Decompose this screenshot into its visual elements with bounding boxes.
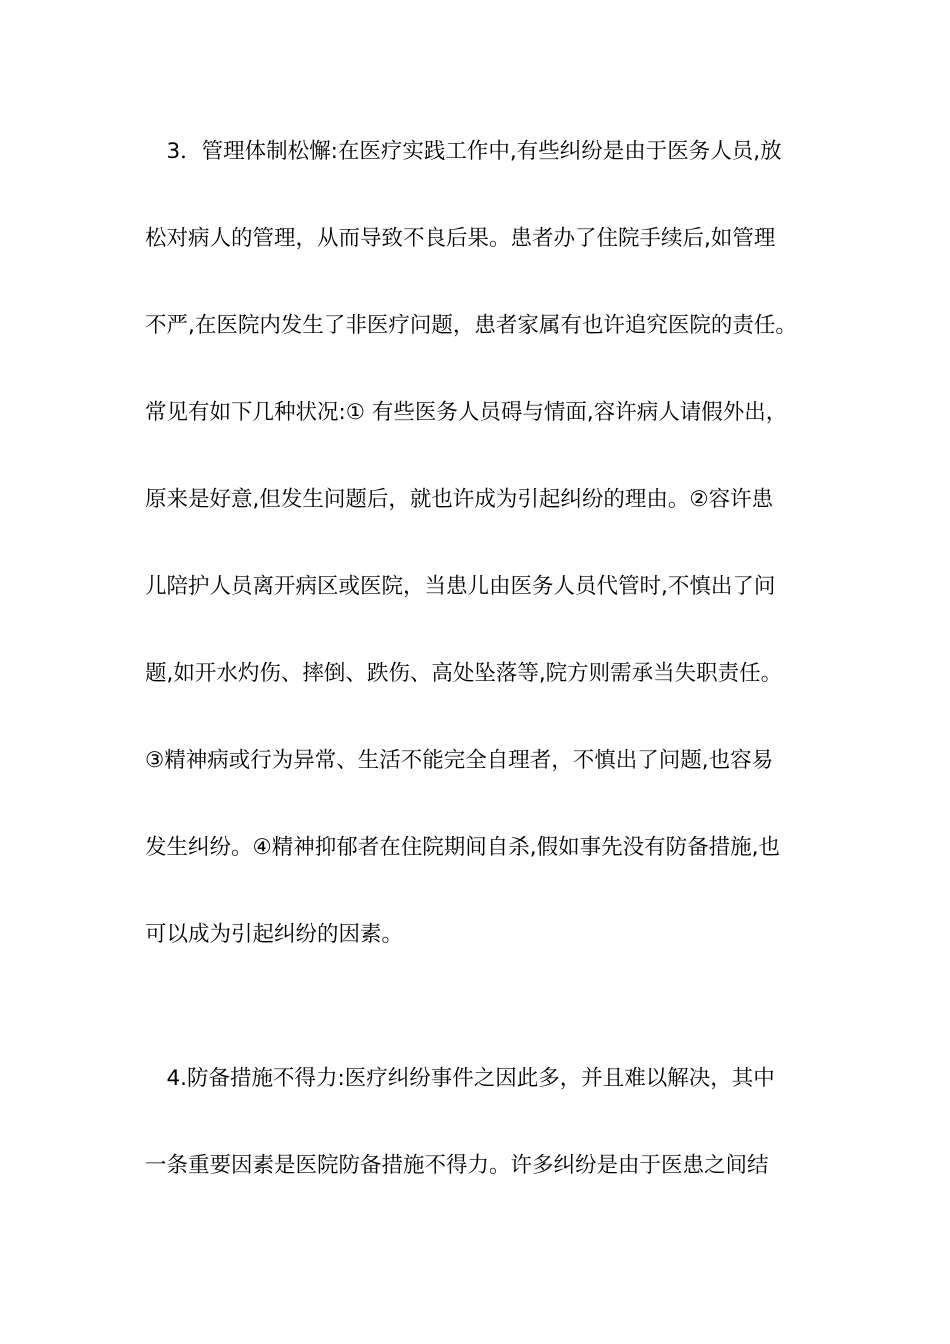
text-line: 一条重要因素是医院防备措施不得力。许多纠纷是由于医患之间结 xyxy=(145,1153,769,1178)
text-line: 儿陪护人员离开病区或医院，当患儿由医务人员代管时,不慎出了问 xyxy=(145,574,776,599)
text-line: 题,如开水灼伤、摔倒、跌伤、高处坠落等,院方则需承当失职责任。 xyxy=(145,661,783,686)
text-line: 原来是好意,但发生问题后，就也许成为引起纠纷的理由。②容许患 xyxy=(145,487,774,512)
text-line: 4.防备措施不得力:医疗纠纷事件之因此多，并且难以解决，其中 xyxy=(145,1066,775,1091)
text-line: 3．管理体制松懈:在医疗实践工作中,有些纠纷是由于医务人员,放 xyxy=(145,139,782,164)
text-line: 松对病人的管理，从而导致不良后果。患者办了住院手续后,如管理 xyxy=(145,226,776,251)
text-line: 发生纠纷。④精神抑郁者在住院期间自杀,假如事先没有防备措施,也 xyxy=(145,835,780,860)
text-line: 不严,在医院内发生了非医疗问题，患者家属有也许追究医院的责任。 xyxy=(145,313,797,338)
text-line: 常见有如下几种状况:① 有些医务人员碍与情面,容许病人请假外出， xyxy=(145,400,788,425)
text-line: ③精神病或行为异常、生活不能完全自理者，不慎出了问题,也容易 xyxy=(145,748,774,773)
text-line: 可以成为引起纠纷的因素。 xyxy=(145,922,404,947)
